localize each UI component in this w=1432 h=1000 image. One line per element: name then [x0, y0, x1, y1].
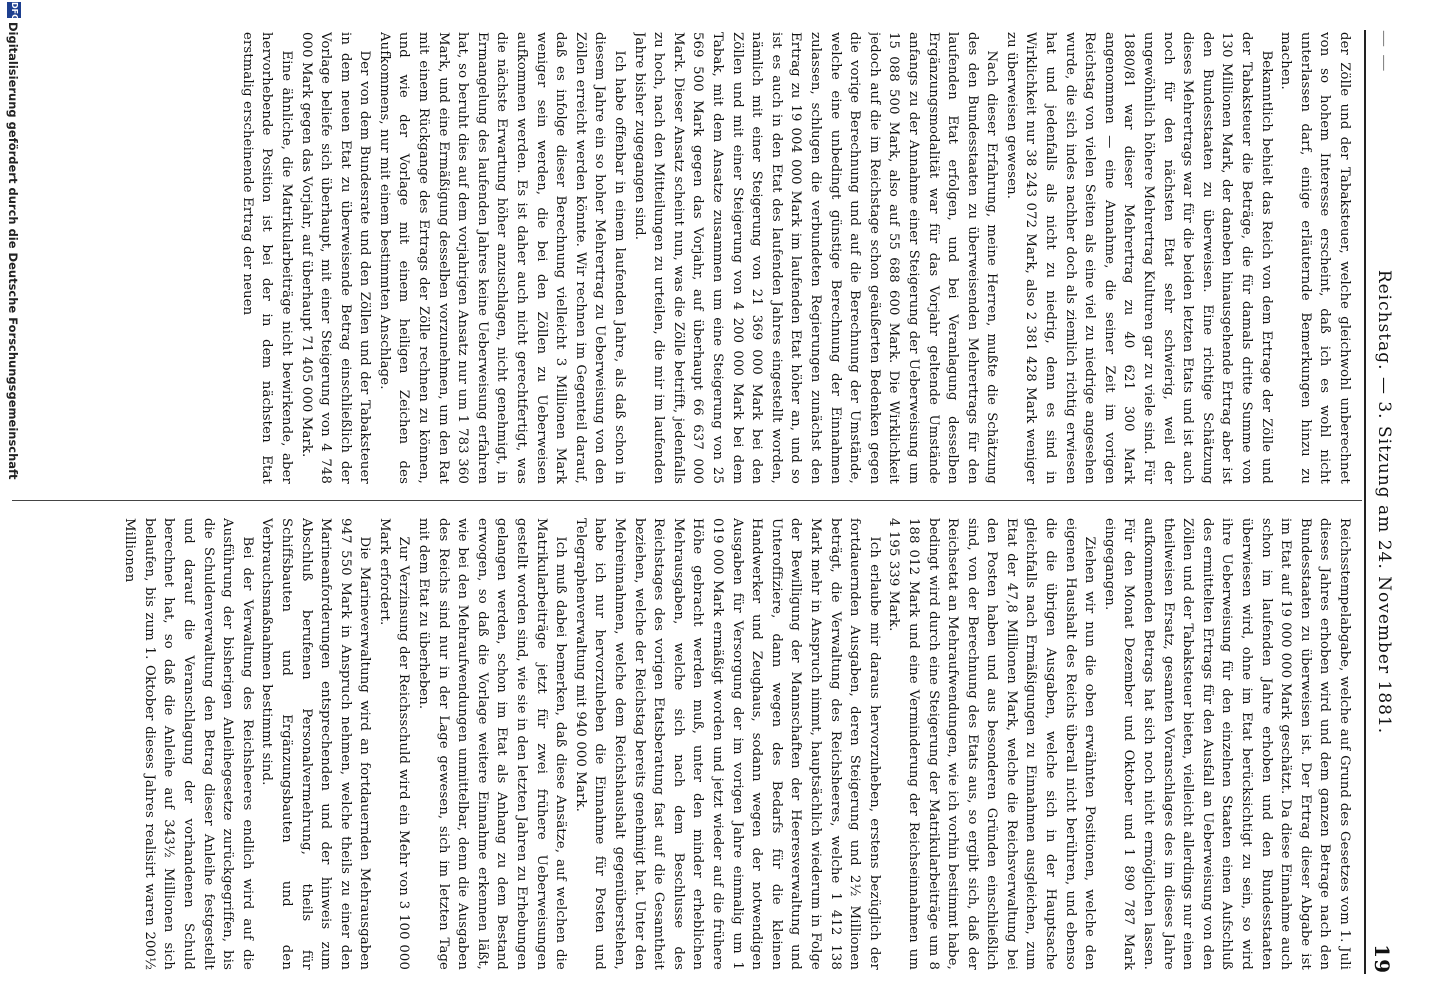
- paragraph: der Zölle und der Tabaksteuer, welche gleichwohl unberechnet von so hohem Interesse erscheint, daß ich es wohl nicht unterlassen darf, einige erläuternde Bemerkungen hinzu zu machen.: [1278, 32, 1352, 484]
- paragraph: Bekanntlich behielt das Reich von dem Ertrage der Zölle und der Tabaksteuer die Beträge, die für damals dritte Summe von 130 Millionen Mark, der daneben hinausgehende Ertrag aber ist den Bundesstaaten zu überweisen. Eine richtige Schätzung dieses Mehrertrags war für die beiden letzten Etats und ist auch noch für den nächsten Etat sehr schwierig, weil der ungewöhnlich höhere Mehrertrag Kulturen gar zu viele sind. Für 1880/81 war dieser Mehrertrag zu 40 621 300 Mark angenommen — eine Annahme, die seiner Zeit im vorigen Reichstag von vielen Seiten als eine viel zu niedrige angesehen wurde, die sich indes nachher doch als ziemlich richtig erwiesen hat und jedenfalls als nicht zu niedrig, denn es sind in Wirklichkeit nur 38 243 072 Mark, also 2 381 428 Mark weniger zu überweisen gewesen.: [1003, 32, 1274, 484]
- page-number: 19: [1370, 944, 1394, 974]
- dfg-logo: DFG: [7, 2, 21, 18]
- right-column: [9, 518, 1354, 970]
- digitization-footer: [0, 0, 26, 1000]
- column-divider: [12, 500, 1362, 501]
- paragraph: Zur Verzinsung der Reichsschuld wird ein Mehr von 3 100 000 Mark erfordert.: [376, 518, 412, 970]
- paragraph: Reichsstempelabgabe, welche auf Grund des Gesetzes vom 1. Juli dieses Jahres erhoben wird und dem ganzen Betrage nach den Bundesstaaten zu überweisen ist. Der Ertrag dieser Abgabe ist im Etat auf 19 000 000 Mark geschätzt. Da diese Einnahme auch schon im laufenden Jahre erhoben und den Bundesstaaten überwiesen wird, ohne im Etat berücksichtigt zu sein, so wird ihre Ueberweisung für den einzelnen Staaten einen Aufschluß des ermittelten Ertrags für den Ausfall an Ueberweisung von den Zöllen und der Tabaksteuer bieten, vielleicht allerdings nur einen theilweisen Ersatz, gesamten Voranschlages des im dieses Jahre aufkommenden Betrags hat sich noch nicht ermöglichen lassen. Für den Monat Dezember und Oktober und 1 890 787 Mark eingegangen.: [1101, 518, 1352, 970]
- paragraph: Ich erlaube mir daraus hervorzuheben, erstens bezüglich der fortdauernden Ausgaben, deren Steigerung und 2½ Millionen beträgt, die Verwaltung des Reichsheeres, welche 1 412 138 Mark mehr in Anspruch nimmt, hauptsächlich wiederum in Folge der Bewilligung der Mannschaften der Heeresverwaltung und Unteroffiziere, dann wegen des Bedarfs für die kleinen Handwerker und Zeughaus, sodann wegen der notwendigen Ausgaben für Versorgung der im vorigen Jahre einmalig um 1 019 000 Mark ermäßigt worden und jetzt wieder auf die frühere Höhe gebracht werden muß, unter den minder erheblichen Mehrausgaben, welche sich nach dem Beschlusse des Reichstages des vorigen Etatsberatung fast auf die Gesamtheit beziehen, welche der Reichstag bereits genehmigt hat. Unter den Mehreinnahmen, welche dem Reichshaushalt gegenüberstehen, habe ich nur hervorzuheben die Einnahme für Posten und Telegraphenverwaltung mit 940 000 Mark.: [572, 518, 882, 970]
- paragraph: Eine ähnliche, die Matrikularbeiträge nicht bewirkende, aber hervorhebende Position ist bei der in dem nächsten Etat erstmalig erscheinende Ertrag der neuen: [239, 32, 294, 484]
- page-header: [1364, 30, 1394, 974]
- running-title: Reichstag. — 3. Sitzung am 24. November 1881.: [1374, 269, 1394, 735]
- paragraph: Ziehen wir nun die oben erwähnten Positionen, welche den eigenen Haushalt des Reichs überall nicht berühren, und ebenso die die übrigen Ausgaben, welche sich in der Hauptsache gleichfalls nach Ermäßigungen zu Einnahmen ausgleichen, zum Etat der 47,8 Millionen Mark, welche die Reichsverwaltung bei den Posten haben und aus besonderen Gründen einschließlich sind, von der Berechnung des Etats aus, so ergibt sich, daß der Reichsetat an Mehraufwendungen, wie ich vorhin bestimmt habe, bedingt wird durch eine Steigerung der Matrikularbeiträge um 8 188 012 Mark und eine Verminderung der Reichseinnahmen um 4 195 339 Mark.: [886, 518, 1098, 970]
- paragraph: Ich muß dabei bemerken, daß diese Ansätze, auf welchen die Matrikularbeiträge jetzt für zwei frühere Ueberweisungen gestellt worden sind, wie sie in den letzten Jahren zu Erhebungen gelangen werden, schon im Etat als Anhang zu dem Bestand erwogen, so daß die Vorlage weitere Einnahme erkennen läßt, wie bei den Mehraufwendungen unmittelbar, denn die Ausgaben des Reichs sind nur in der Lage gewesen, sich im letzten Tage mit dem Etat zu überheben.: [416, 518, 569, 970]
- paragraph: Ich habe offenbar in einem laufenden Jahre, als daß schon in diesem Jahre ein so hoher Mehrertrag zu Ueberweisung von den Zöllen erreicht werden könnte. Wir rechnen im Gegenteil darauf, daß es infolge dieser Berechnung vielleicht 3 Millionen Mark weniger sein werden, die bei den Zöllen zu Ueberweisen aufkommen werden. Es ist daher auch nicht gerechtfertigt, was die nächste Erwartung höher anzuschlagen, nicht genehmigt, in Ermangelung des laufenden Jahres keine Ueberweisung erfahren hat, so beruht dies auf dem vorjahrigen Ansatz nur um 1 783 360 Mark, und eine Ermäßigung desselben vorzunehmen, um den Rat mit einem Rückgange des Ertrags der Zölle rechnen zu können, und wie der Vorlage mit einem heiligen Zeichen des Aufkommens, nur mit einem bestimmten Anschlage.: [376, 32, 628, 484]
- paragraph: Die Marineverwaltung wird an fortdauernden Mehrausgaben 947 550 Mark in Anspruch nehmen, welche theils zu einer den Marineanforderungen entsprechenden und der hinweis zum Abschluß berufenen Personalvermehrung, theils für Schiffsbauten und Ergänzungsbauten und den Verbrauchsmaßnahmen bestimmt sind.: [259, 518, 373, 970]
- header-ornament: — —: [1374, 30, 1394, 73]
- footer-credit: Digitalisierung gefördert durch die Deutsche Forschungsgemeinschaft: [6, 22, 20, 480]
- left-column: [9, 32, 1354, 484]
- paragraph: Bei der Verwaltung des Reichsheeres endlich wird auf die Ausführung der bisherigen Anleihegesetze zurückgegriffen, bis die Schuldenverwaltung den Betrag dieser Anleihe festgestellt und darauf die Veranschlagung der vorhandenen Schuld berechnet hat, so daß die Anleihe auf 343½ Millionen sich belaufen, bis zum 1. Oktober dieses Jahres realisirt waren 200½ Millionen: [122, 518, 255, 970]
- paragraph: Nach dieser Erfahrung, meine Herren, mußte die Schätzung des den Bundesstaaten zu überweisenden Mehrertrags für den laufenden Etat erfolgen, und bei Veranlagung desselben Ergänzungsmodalität war für das Vorjahr geltende Umstände anfangs zu der Annahme einer Steigerung der Ueberweisung um 15 088 500 Mark, also auf 55 688 600 Mark. Die Wirklichkeit jedoch auf die im Reichstage schon geäußerten Bedenken gegen die vorige Berechnung und auf die Berechnung der Umstände, welche eine unbedingt günstige Berechnung der Einnahmen zulassen, schlugen die verbundeten Regierungen zunächst den Ertrag zu 19 004 000 Mark im laufenden Etat höher an, und so ist es auch in den Etat des laufenden Jahres eingestellt worden, nämlich mit einer Steigerung von 21 369 000 Mark bei den Zöllen und mit einer Steigerung von 4 200 000 Mark bei dem Tabak, mit dem Ansatze zusammen um eine Steigerung von 25 569 500 Mark gegen das Vorjahr, auf überhaupt 66 637 000 Mark. Dieser Ansatz scheint nun, was die Zölle betrifft, jedenfalls zu hoch, nach den Mitteilungen zu urteilen, die mir im laufenden Jahre bisher zugegangen sind.: [631, 32, 1000, 484]
- paragraph: Der von dem Bundesrate und den Zöllen und der Tabaksteuer in dem neuen Etat zu überweisende Betrag einschließlich der Vorlage beliefe sich überhaupt, mit einer Steigerung von 4 748 000 Mark gegen das Vorjahr, auf überhaupt 71 405 000 Mark.: [298, 32, 373, 484]
- header-rule: [1364, 30, 1366, 974]
